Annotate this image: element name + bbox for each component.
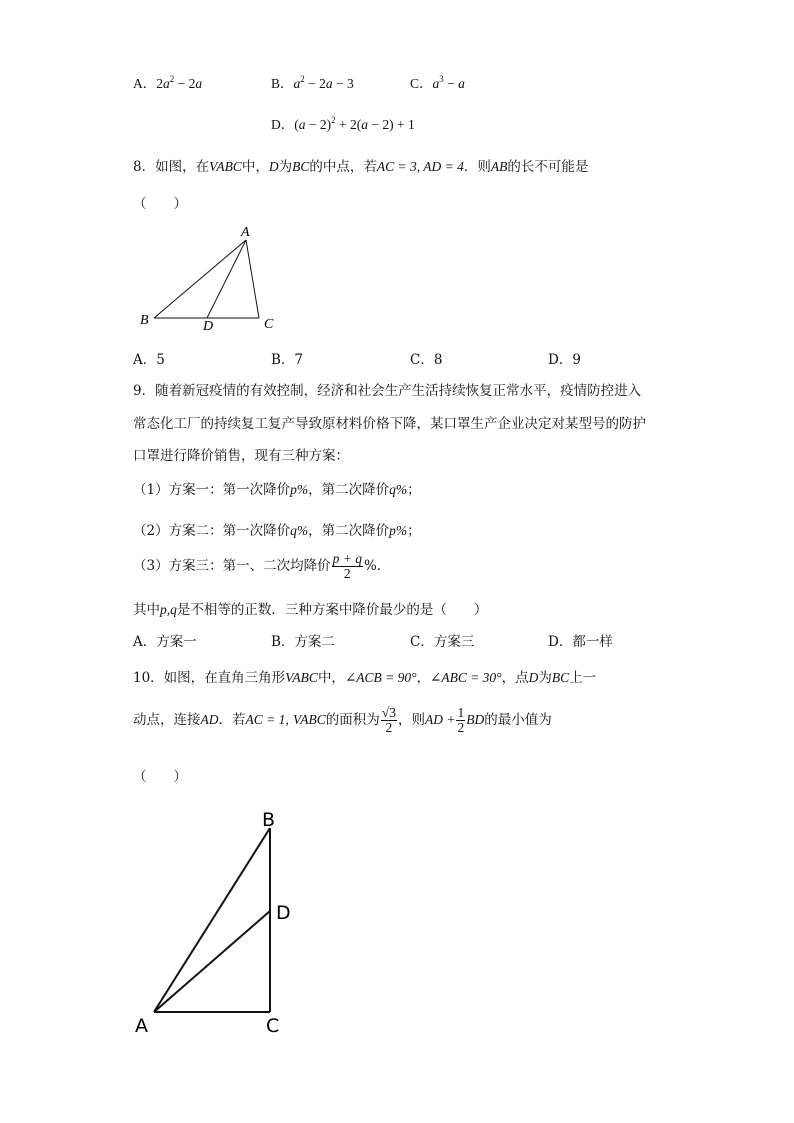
q8-option-d: D．9: [548, 352, 581, 368]
q9-option-a: A．方案一: [133, 634, 197, 650]
q10-label-c: C: [266, 1015, 280, 1037]
q9-stem-line1: 9．随着新冠疫情的有效控制，经济和社会生产生活持续恢复正常水平，疫情防控进入: [133, 383, 642, 399]
q8-label-a: A: [241, 225, 250, 240]
q8-label-c: C: [264, 317, 274, 332]
q10-segment-ad: [154, 911, 270, 1012]
q10-side-ab: [154, 828, 270, 1012]
q8-side-ab: [154, 240, 246, 318]
q8-answer-blank: （ ）: [133, 196, 187, 212]
q8-side-ac: [246, 240, 259, 318]
q9-stem-line2: 常态化工厂的持续复工复产导致原材料价格下降，某口罩生产企业决定对某型号的防护: [133, 416, 646, 432]
q10-half-fraction: $\frac{1}{2}$: [457, 705, 465, 736]
q10-stem-line2: 动点，连接AD．若AC = 1, VABC的面积为 $\frac{√3}{2}$ ，则AD + $\frac{1}{2}$ BD的最小值为: [133, 705, 552, 736]
q7-option-c: C．$a^3 - a$: [410, 74, 465, 91]
q10-area-fraction: $\frac{√3}{2}$: [381, 705, 396, 736]
q9-option-d: D．都一样: [548, 634, 613, 650]
q8-option-c: C．8: [410, 352, 443, 368]
q10-stem-line1: 10．如图，在直角三角形VABC中，∠ACB = 90°，∠ABC = 30°，点D为BC上一: [133, 670, 597, 686]
q10-triangle-figure: [130, 800, 310, 1045]
q8-label-b: B: [140, 313, 149, 328]
q8-option-a: A．5: [133, 352, 165, 368]
q9-option-c: C．方案三: [410, 634, 475, 650]
q8-label-d: D: [203, 319, 214, 334]
q10-answer-blank: （ ）: [133, 769, 187, 785]
q9-option-b: B．方案二: [271, 634, 335, 650]
q9-condition: 其中p,q是不相等的正数．三种方案中降价最少的是（ ）: [133, 602, 488, 618]
q9-plan3-fraction: $\frac{p + q}{2}$: [332, 551, 362, 582]
q9-plan3: （3）方案三：第一、二次均降价 $\frac{p + q}{2}$ %．: [133, 551, 391, 582]
q10-label-d: D: [276, 902, 291, 924]
q10-label-a: A: [135, 1015, 148, 1037]
q7-option-a: A．$2a^2 - 2a$: [133, 74, 203, 91]
q8-triangle-figure: [130, 222, 290, 337]
q8-stem: 8．如图，在VABC中，D为BC的中点，若AC = 3, AD = 4．则AB的长不可能是: [133, 159, 589, 175]
q9-plan1: （1）方案一：第一次降价p%，第二次降价q%；: [133, 482, 421, 498]
q7-option-b: B．$a^2 - 2a - 3$: [271, 74, 354, 91]
q7-option-d: D．$(a - 2)^2 + 2(a - 2) + 1$: [271, 115, 415, 132]
q9-stem-line3: 口罩进行降价销售，现有三种方案：: [133, 448, 349, 464]
q10-label-b: B: [262, 809, 276, 831]
q9-plan2: （2）方案二：第一次降价q%，第二次降价p%；: [133, 523, 421, 539]
q8-option-b: B．7: [271, 352, 304, 368]
q8-median-ad: [207, 240, 246, 318]
